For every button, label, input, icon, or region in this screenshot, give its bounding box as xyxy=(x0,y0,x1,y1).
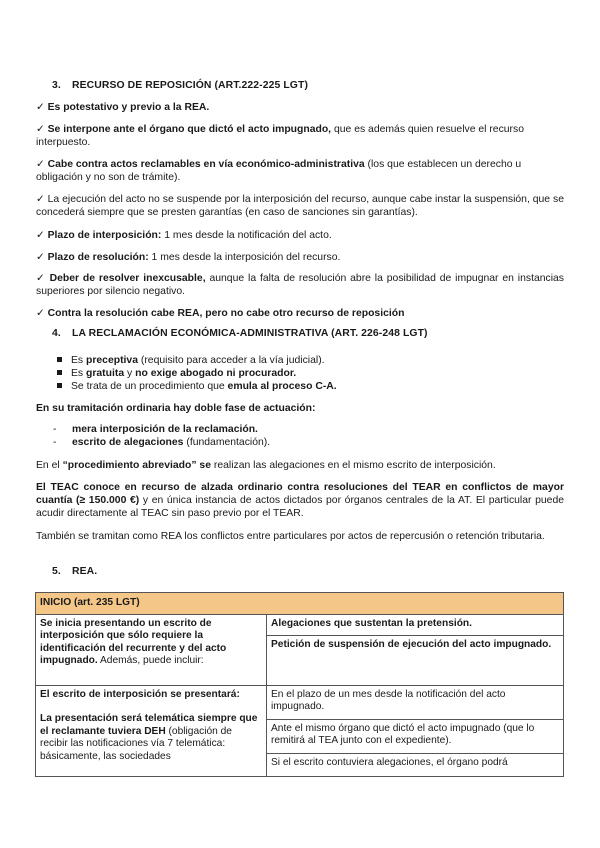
table-row xyxy=(36,593,564,615)
bullet-item: Es gratuita y no exige abogado ni procurador. xyxy=(57,367,296,380)
table-header-cell: INICIO (art. 235 LGT) xyxy=(36,593,564,615)
paragraph-interpone: ✓ Se interpone ante el órgano que dictó el acto impugnado, que es además quien resuelve el recurso interpuesto. xyxy=(36,124,524,148)
check-icon: ✓ xyxy=(36,230,45,241)
paragraph-plazo-interposicion: ✓ Plazo de interposición: 1 mes desde la notificación del acto. xyxy=(36,230,332,241)
bullet-item: Es preceptiva (requisito para acceder a la vía judicial). xyxy=(57,354,325,367)
bullet-item: Se trata de un procedimiento que emula al proceso C-A. xyxy=(57,380,337,393)
paragraph-contra-resolucion: ✓ Contra la resolución cabe REA, pero no cabe otro recurso de reposición xyxy=(36,308,405,319)
dash-item: - escrito de alegaciones (fundamentación). xyxy=(53,437,271,448)
paragraph-plazo-resolucion: ✓ Plazo de resolución: 1 mes desde la interposición del recurso. xyxy=(36,252,341,263)
check-icon: ✓ xyxy=(36,194,45,205)
square-bullet-icon xyxy=(57,370,62,375)
table-cell: En el plazo de un mes desde la notificación del acto impugnado. xyxy=(267,685,564,719)
check-icon: ✓ xyxy=(36,252,45,263)
paragraph-deber-resolver: ✓ Deber de resolver inexcusable, aunque la falta de resolución abre la posibilidad de impugnar en instancias superiores por silencio negativo. xyxy=(36,273,564,297)
check-icon: ✓ xyxy=(36,124,45,135)
check-icon: ✓ xyxy=(36,273,46,284)
section-5-heading xyxy=(52,566,97,577)
section-title: LA RECLAMACIÓN ECONÓMICA-ADMINISTRATIVA (ART. 226-248 LGT) xyxy=(72,328,428,339)
table-row xyxy=(36,685,564,719)
paragraph-potestativo: ✓ Es potestativo y previo a la REA. xyxy=(36,102,210,113)
dash-item: - mera interposición de la reclamación. xyxy=(53,424,258,435)
table-cell: Se inicia presentando un escrito de interposición que sólo requiere la identificación del recurrente y del acto impugnado. Además, puede incluir: xyxy=(36,614,267,685)
section-number: 3. xyxy=(52,80,61,91)
table-cell: Ante el mismo órgano que dictó el acto impugnado (que lo remitirá al TEA junto con el expediente). xyxy=(267,719,564,753)
section-3-heading xyxy=(52,80,308,91)
paragraph-teac: El TEAC conoce en recurso de alzada ordinario contra resoluciones del TEAR en conflictos de mayor cuantía (≥ 150.000 €) y en única instancia de actos dictados por órganos centrales de la AT. El particular puede acudir directamente al TEAC sin paso previo por el TEAR. xyxy=(36,482,565,519)
paragraph-ejecucion: ✓ La ejecución del acto no se suspende por la interposición del recurso, aunque cabe instar la suspensión, que se concederá siempre que se presten garantías (en caso de sanciones sin garantías). xyxy=(36,194,564,218)
paragraph-doble-fase: En su tramitación ordinaria hay doble fase de actuación: xyxy=(36,403,316,414)
paragraph-tambien: También se tramitan como REA los conflictos entre particulares por actos de repercusión o retención tributaria. xyxy=(36,531,545,542)
table-row xyxy=(36,614,564,636)
paragraph-abreviado: En el “procedimiento abreviado” se realizan las alegaciones en el mismo escrito de interposición. xyxy=(36,460,496,471)
square-bullet-icon xyxy=(57,357,62,362)
table-cell: Petición de suspensión de ejecución del acto impugnado. xyxy=(267,636,564,685)
section-4-heading xyxy=(52,328,428,339)
table-cell: Si el escrito contuviera alegaciones, el órgano podrá xyxy=(267,753,564,776)
check-icon: ✓ xyxy=(36,102,45,113)
paragraph-cabe-contra: ✓ Cabe contra actos reclamables en vía económico-administrativa (los que establecen un derecho u obligación y no son de trámite). xyxy=(36,159,522,183)
section-number: 4. xyxy=(52,328,61,339)
section-title: RECURSO DE REPOSICIÓN (ART.222-225 LGT) xyxy=(72,80,308,91)
section-number: 5. xyxy=(52,566,61,577)
check-icon: ✓ xyxy=(36,159,45,170)
rea-table xyxy=(35,592,564,777)
table-cell: El escrito de interposición se presentará: La presentación será telemática siempre que el reclamante tuviera DEH (obligación de recibir las notificaciones vía 7 telemática: básicamente, las sociedades xyxy=(36,685,267,776)
check-icon: ✓ xyxy=(36,308,45,319)
square-bullet-icon xyxy=(57,383,62,388)
table-cell: Alegaciones que sustentan la pretensión. xyxy=(267,614,564,636)
section-title: REA. xyxy=(72,566,98,577)
